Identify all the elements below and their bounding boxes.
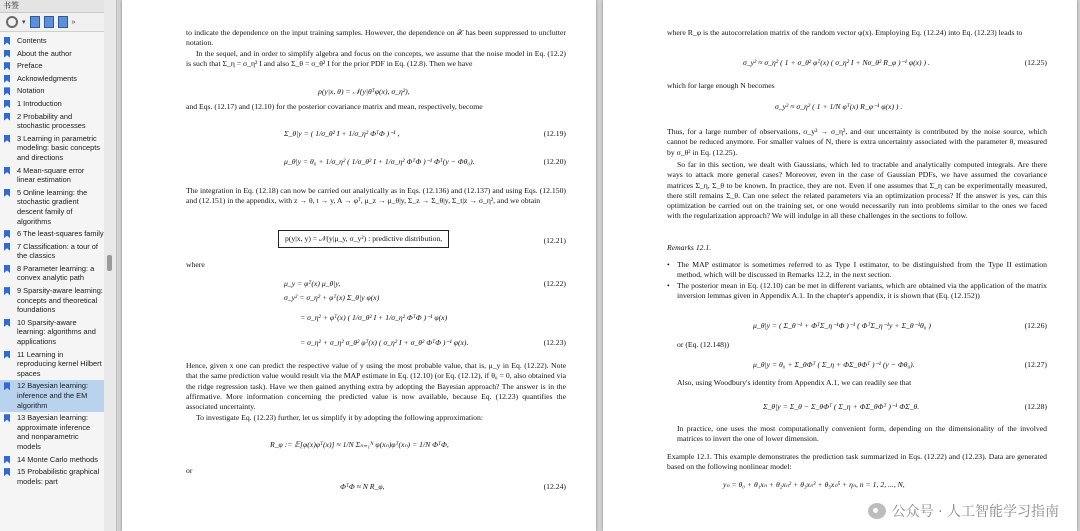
equation: σ_y² ≈ σ_η² ( 1 + 1/N φᵀ(x) R_φ⁻¹ φ(x) ) .: [775, 102, 903, 111]
bookmark-icon: [4, 265, 13, 273]
bookmark-label: 1 Introduction: [17, 98, 62, 108]
remarks-heading: Remarks 12.1.: [667, 243, 712, 252]
bookmark-label: 14 Monte Carlo methods: [17, 454, 98, 464]
more-options-icon[interactable]: »: [71, 18, 76, 26]
bookmark-item[interactable]: [0, 454, 104, 467]
pdf-page-left: [122, 0, 596, 531]
text: where: [186, 260, 205, 269]
equation-number: (12.28): [1024, 402, 1047, 411]
wechat-logo-icon: [868, 503, 886, 519]
bookmark-icon: [4, 62, 13, 70]
bookmark-icon: [4, 167, 13, 175]
bookmark-icon: [4, 135, 13, 143]
paragraph: In practice, one uses the most computationally convenient form, depending on the dimensionality of the involved matrices to invert the one of lower dimension.: [677, 424, 1047, 444]
bookmark-icon: [4, 351, 13, 359]
equation-number: (12.22): [543, 279, 566, 288]
bookmark-label: 2 Probability and stochastic processes: [17, 111, 86, 131]
bookmark-icon: [4, 414, 13, 422]
bookmark-item[interactable]: [0, 85, 104, 98]
bookmark-item[interactable]: [0, 349, 104, 381]
delete-bookmark-icon[interactable]: [58, 16, 68, 28]
watermark-text: 公众号 · 人工智能学习指南: [891, 504, 1059, 520]
bookmark-label: 9 Sparsity-aware learning: concepts and theoretical foundations: [17, 286, 103, 315]
bullet-item: [667, 281, 1047, 302]
splitter-grip-icon[interactable]: [107, 255, 112, 271]
bookmark-icon: [4, 456, 13, 464]
paragraph: to indicate the dependence on the input training samples. However, the dependence on 𝒳 has been suppressed to unclutter notation.: [186, 28, 566, 48]
bookmark-item[interactable]: [0, 241, 104, 263]
bookmark-icon: [4, 189, 13, 197]
bookmark-icon: [4, 319, 13, 327]
bookmark-item[interactable]: [0, 466, 104, 488]
paragraph: In the sequel, and in order to simplify algebra and focus on the concepts, we assume that the noise model in Eq. (12.2) is such that Σ_η = σ_η² I and also Σ_θ = σ_θ² I for the prior PDF in Eq. (12.8). Then we have: [186, 49, 566, 69]
equation-12-22: μ_y = φᵀ(x) μ_θ|y,: [284, 279, 341, 288]
bullet-item: [667, 260, 1047, 281]
equation-12-25: σ_y² ≈ σ_η² ( 1 + σ_θ² φᵀ(x) ( σ_η² I + Nσ_θ² R_φ )⁻¹ φ(x) ) .: [743, 58, 930, 67]
bookmark-item[interactable]: [0, 111, 104, 133]
bookmark-icon: [4, 113, 13, 121]
bookmark-label: 4 Mean-square error linear estimation: [17, 165, 85, 185]
equation-number: (12.19): [543, 129, 566, 138]
bookmark-item[interactable]: [0, 317, 104, 349]
equation-number: (12.20): [543, 157, 566, 166]
bookmark-label: 6 The least-squares family: [17, 229, 104, 239]
boxed-equation: [278, 230, 449, 248]
bookmark-icon: [4, 382, 13, 390]
bookmark-item[interactable]: [0, 35, 104, 48]
bookmark-item[interactable]: [0, 412, 104, 453]
panel-splitter[interactable]: [104, 0, 117, 531]
bookmark-label: 3 Learning in parametric modeling: basic concepts and directions: [17, 133, 100, 162]
bookmark-label: About the author: [17, 48, 72, 58]
bookmark-icon: [4, 468, 13, 476]
bookmark-icon: [4, 50, 13, 58]
bookmark-icon: [4, 100, 13, 108]
bookmark-label: Contents: [17, 36, 47, 45]
equation-12-23: = σ_η² + σ_η² σ_θ² φᵀ(x) ( σ_η² I + σ_θ² ΦᵀΦ )⁻¹ φ(x).: [300, 338, 469, 347]
equation-12-20: μ_θ|y = θ₀ + 1/σ_η² ( 1/σ_θ² I + 1/σ_η² ΦᵀΦ )⁻¹ Φᵀ(y − Φθ₀).: [284, 157, 475, 166]
equation: yₙ = θ₀ + θ₁xₙ + θ₂xₙ² + θ₃xₙ³ + θ₅xₙ⁵ + ηₙ, n = 1, 2, ..., N,: [723, 480, 905, 489]
bookmark-item[interactable]: [0, 133, 104, 165]
bookmarks-toolbar: [0, 13, 104, 32]
paragraph: and Eqs. (12.17) and (12.10) for the posterior covariance matrix and mean, respectively, become: [186, 102, 483, 111]
paragraph: where R_φ is the autocorrelation matrix of the random vector φ(x). Employing Eq. (12.24) into Eq. (12.23) leads to: [667, 28, 1023, 37]
equation-12-27: μ_θ|y = θ₀ + Σ_θΦᵀ ( Σ_η + ΦΣ_θΦᵀ )⁻¹ (y − Φθ₀).: [753, 360, 915, 369]
equation-number: (12.21): [543, 236, 566, 245]
bookmark-label: 11 Learning in reproducing kernel Hilbert spaces: [17, 349, 102, 378]
equation-line: σ_y² = σ_η² + φᵀ(x) Σ_θ|y φ(x): [284, 293, 380, 302]
pdf-page-right: [603, 0, 1077, 531]
equation-number: (12.23): [543, 338, 566, 347]
gear-icon[interactable]: [6, 16, 18, 28]
bookmark-label: 15 Probabilistic graphical models: part: [17, 467, 100, 486]
bookmark-icon: [4, 37, 13, 45]
equation-12-24: ΦᵀΦ ≈ N R_φ,: [340, 482, 385, 491]
bookmark-label: 13 Bayesian learning: approximate inference and nonparametric models: [17, 413, 91, 451]
text: or (Eq. (12.148)): [677, 340, 730, 349]
bookmark-item[interactable]: [0, 98, 104, 111]
bookmark-label: 12 Bayesian learning: inference and the EM algorithm: [17, 381, 89, 410]
bullet-text: The posterior mean in Eq. (12.10) can be met in different variants, which are obtained via the application of the matrix inversion lemmas given in Appendix A.1. In the chapter's appendix, it is shown that (Eq. (12.152)): [677, 281, 1047, 301]
bullet-icon: •: [667, 281, 670, 290]
bookmark-icon: [4, 243, 13, 251]
bookmark-label: Acknowledgments: [17, 73, 77, 83]
bookmark-item[interactable]: [0, 285, 104, 317]
equation-number: (12.27): [1024, 360, 1047, 369]
text: or: [186, 466, 193, 475]
bookmark-item[interactable]: [0, 187, 104, 228]
bookmark-label: 5 Online learning: the stochastic gradient descent family of algorithms: [17, 187, 88, 226]
bookmark-item[interactable]: [0, 165, 104, 187]
bookmark-list: [0, 32, 104, 488]
equation: R_φ := 𝔼[φ(x)φᵀ(x)] ≈ 1/N Σₙ₌₁ᴺ φ(xₙ)φᵀ(xₙ) = 1/N ΦᵀΦ,: [270, 440, 449, 449]
equation-12-28: Σ_θ|y = Σ_θ − Σ_θΦᵀ ( Σ_η + ΦΣ_θΦᵀ )⁻¹ ΦΣ_θ.: [763, 402, 920, 411]
bookmark-label: Preface: [17, 61, 43, 71]
bookmark-icon: [4, 287, 13, 295]
bookmark-icon: [4, 87, 13, 95]
equation-12-21: p(y|x, y) = 𝒩(y|μ_y, σ_y²) : predictive distribution,: [285, 234, 443, 243]
bookmark-icon: [4, 75, 13, 83]
equation-number: (12.25): [1024, 58, 1047, 67]
bookmark-item[interactable]: [0, 48, 104, 61]
chevron-down-icon[interactable]: ▾: [22, 19, 26, 26]
bookmarks-panel: [0, 0, 105, 531]
add-bookmark-icon[interactable]: [44, 16, 54, 28]
bookmark-label: 8 Parameter learning: a convex analytic path: [17, 263, 95, 283]
bookmark-item[interactable]: [0, 380, 104, 412]
equation-12-19: Σ_θ|y = ( 1/σ_θ² I + 1/σ_η² ΦᵀΦ )⁻¹ ,: [284, 129, 400, 138]
bookmark-label: 7 Classification: a tour of the classics: [17, 241, 98, 261]
watermark: [868, 501, 1059, 521]
bookmark-item[interactable]: [0, 73, 104, 86]
equation-line: = σ_η² + φᵀ(x) ( 1/σ_θ² I + 1/σ_η² ΦᵀΦ )⁻¹ φ(x): [300, 313, 448, 322]
equation-number: (12.24): [543, 482, 566, 491]
expand-bookmarks-icon[interactable]: [30, 16, 40, 28]
bookmark-label: 10 Sparsity-aware learning: algorithms and applications: [17, 317, 96, 347]
equation: p(y|x, θ) = 𝒩(y|θᵀφ(x), σ_η²),: [318, 87, 410, 96]
bookmark-item[interactable]: [0, 263, 104, 285]
text: Also, using Woodbury's identity from Appendix A.1, we can readily see that: [677, 378, 912, 387]
paragraph: To investigate Eq. (12.23) further, let us simplify it by adopting the following approximation:: [196, 413, 483, 422]
paragraph: Hence, given x one can predict the respective value of y using the most probable value, that is, μ_y in Eq. (12.22). Note that the same prediction value would result via the MAP estimate in Eq. (12.10) (or Eq. (12.12), if θ₀ = 0, also obtained via the ridge regression task). Have we then gained anything extra by adopting the Bayesian approach? The answer is in the affirmative. More information concerning the predicted value is now available, because Eq. (12.23) quantifies the associated uncertainty.: [186, 361, 566, 412]
bookmark-icon: [4, 230, 13, 238]
paragraph: Thus, for a large number of observations, σ_y² → σ_η², and our uncertainty is contributed by the noise source, which cannot be reduced anymore. For smaller values of N, there is extra uncertainty associated with the parameter θ, measured by σ_θ² in Eq. (12.25).: [667, 127, 1047, 157]
bullet-icon: •: [667, 260, 670, 269]
bookmark-item[interactable]: [0, 60, 104, 73]
text: which for large enough N becomes: [667, 81, 775, 90]
bullet-text: The MAP estimator is sometimes referred to as Type I estimator, to be distinguished from the Type II estimation method, which will be discussed in Remarks 12.2, in the next section.: [677, 260, 1047, 280]
bookmark-label: Notation: [17, 86, 45, 96]
bookmark-item[interactable]: [0, 228, 104, 241]
paragraph: So far in this section, we dealt with Gaussians, which led to tractable and analytically computed integrals. Are there ways to attack more general cases? Moreover, even in the case of Gaussian PDFs, we have assumed the covariance matrices Σ_η, Σ_θ to be known. In practice, they are not. Even if one assumes that Σ_η can be experimentally measured, there still remains Σ_θ. Can one select the related parameters via an optimization process? If the answer is yes, can this optimization be carried out on the training set, or one would necessarily run into problems similar to the ones we faced with the regularization approach? We will indulge in all these challenges in the sections to follow.: [667, 160, 1047, 221]
equation-12-26: μ_θ|y = ( Σ_θ⁻¹ + ΦᵀΣ_η⁻¹Φ )⁻¹ ( ΦᵀΣ_η⁻¹y + Σ_θ⁻¹θ₀ ): [753, 321, 931, 330]
example-paragraph: Example 12.1. This example demonstrates the prediction task summarized in Eqs. (12.22) and (12.23). Data are generated based on the following nonlinear model:: [667, 452, 1047, 472]
paragraph: The integration in Eq. (12.18) can now be carried out analytically as in Eqs. (12.136) and (12.137) and using Eqs. (12.150) and (12.151) in the appendix, with z → θ, t → y, A → φᵀ, μ_z → μ_θ|y, Σ_z → Σ_θ|y, Σ_t|z → σ_η², and we obtain: [186, 186, 566, 206]
panel-title: 书签: [0, 0, 104, 13]
equation-number: (12.26): [1024, 321, 1047, 330]
